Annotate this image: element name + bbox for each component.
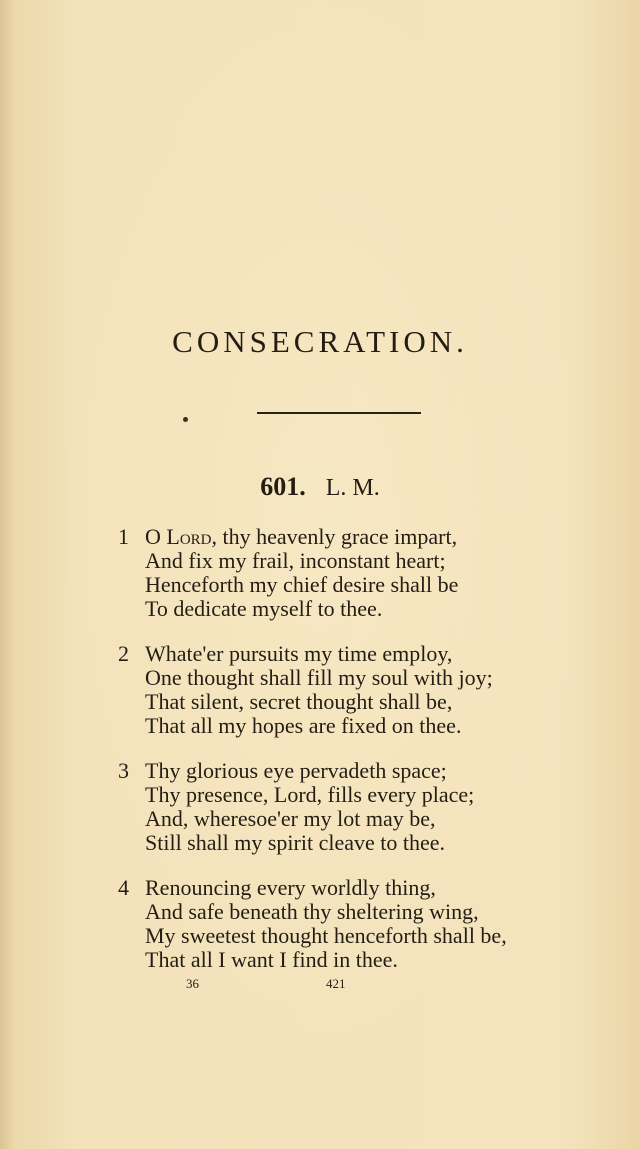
hymn-meter: L. M. [325, 475, 380, 501]
stanza-line: That silent, secret thought shall be, [145, 689, 453, 714]
title-rule [257, 412, 421, 414]
stanza-line: To dedicate myself to thee. [145, 596, 383, 621]
ink-speck [183, 417, 188, 422]
stanza-line: Whate'er pursuits my time employ, [145, 641, 453, 666]
stanza-line: My sweetest thought henceforth shall be, [145, 923, 507, 948]
stanza-line: Thy glorious eye pervadeth space; [145, 758, 447, 783]
page-number: 421 [326, 976, 346, 991]
stanza-line: And safe beneath thy sheltering wing, [145, 899, 479, 924]
page-edge-shadow [0, 0, 14, 1149]
stanza-line: Still shall my spirit cleave to thee. [145, 830, 445, 855]
section-title: CONSECRATION. [172, 324, 468, 359]
stanza-line: O Lord, thy heavenly grace impart, [145, 524, 458, 549]
stanza-line: Renouncing every worldly thing, [145, 875, 436, 900]
hymn-number: 601. [260, 472, 306, 501]
small-caps-lord: Lord [166, 524, 212, 549]
stanza-line: That all my hopes are fixed on thee. [145, 713, 462, 738]
stanza-line: And fix my frail, inconstant heart; [145, 548, 446, 573]
stanza-line: Henceforth my chief desire shall be [145, 572, 459, 597]
stanza-line: Thy presence, Lord, fills every place; [145, 782, 475, 807]
stanza-number: 2 [118, 641, 129, 666]
stanza-number: 1 [118, 524, 129, 549]
stanza-line: One thought shall fill my soul with joy; [145, 665, 493, 690]
signature-mark: 36 [186, 976, 199, 991]
stanza-line: And, wheresoe'er my lot may be, [145, 806, 436, 831]
hymn-heading [0, 470, 640, 505]
stanza-line: That all I want I find in thee. [145, 947, 398, 972]
stanza-number: 3 [118, 758, 129, 783]
stanza-number: 4 [118, 875, 129, 900]
